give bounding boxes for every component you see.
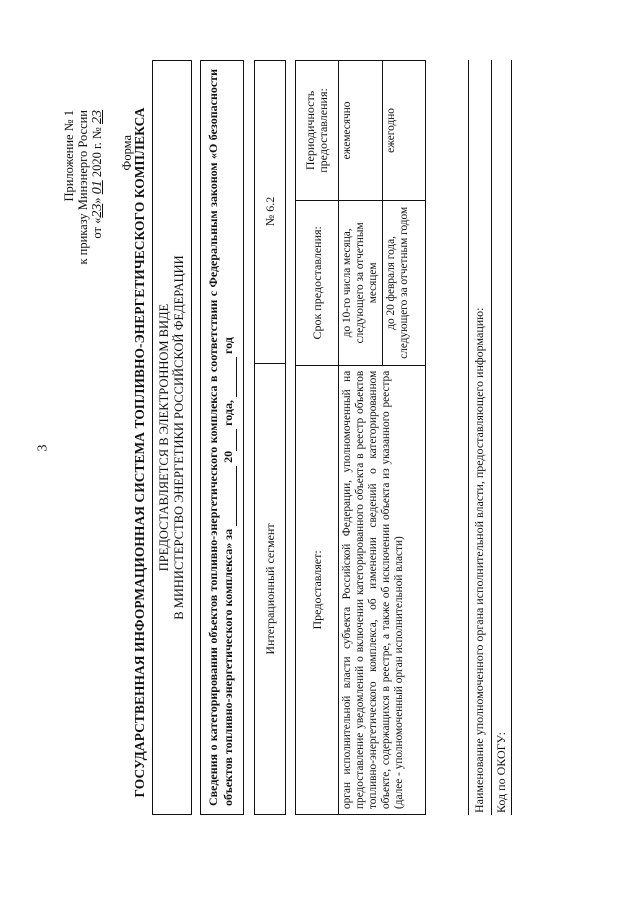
reporting-table	[295, 60, 426, 815]
header-provider: Предоставляет:	[296, 365, 339, 814]
submit-line-2: В МИНИСТЕРСТВО ЭНЕРГЕТИКИ РОССИЙСКОЙ ФЕДЕРАЦИИ	[172, 255, 186, 620]
authority-name-line: Наименование уполномоченного органа исполнительной власти, предоставляющего информацию:	[469, 60, 492, 815]
date-year: 2020 г. №	[90, 127, 104, 178]
date-prefix: от «	[90, 217, 104, 239]
order-number: 23	[90, 110, 105, 124]
page-number: 3	[35, 444, 51, 452]
deadline-cell: до 10-го числа месяца, следующего за отчетным месяцем	[339, 200, 383, 365]
segment-number: № 6.2	[263, 196, 277, 227]
appendix-block	[62, 110, 105, 265]
periodicity-cell: ежегодно	[383, 61, 426, 201]
appendix-line-2: к приказу Минэнерго России	[76, 110, 90, 265]
info-text: Сведения о категорировании объектов топливно-энергетического комплекса в соответствии с Федеральным законом «О безопасности объектов топливно-энергетического комплекса» за	[206, 69, 235, 806]
provider-cell: орган исполнительной власти субъекта Российской Федерации, уполномоченный на предоставление уведомлений о включении категорированного объекта в реестр объектов топливно-энергетического комплекса, об изменении сведений о категорированном объекте, содержащихся в реестре, а также об исключении объекта из указанного реестра (далее - уполномоченный орган исполнительной власти)	[339, 365, 426, 814]
period-blank-3	[221, 357, 237, 397]
page-title: ГОСУДАРСТВЕННАЯ ИНФОРМАЦИОННАЯ СИСТЕМА ТОПЛИВНО-ЭНЕРГЕТИЧЕСКОГО КОМПЛЕКСА	[132, 107, 147, 798]
date-day: 23	[90, 203, 105, 218]
info-box	[200, 60, 244, 815]
deadline-cell: до 20 февраля года, следующего за отчетным годом	[383, 200, 426, 365]
okogu-code-line: Код по ОКОГУ:	[494, 732, 508, 813]
forma-label: Форма	[120, 135, 134, 171]
footer-block	[468, 60, 512, 815]
period-blank-2	[221, 429, 237, 451]
info-20: 20	[221, 450, 235, 463]
appendix-date-line	[90, 110, 105, 265]
date-month: 01	[90, 180, 105, 195]
submit-line-1: ПРЕДОСТАВЛЯЕТСЯ В ЭЛЕКТРОННОМ ВИДЕ	[157, 303, 171, 572]
header-periodicity: Периодичность предоставления:	[296, 61, 339, 201]
header-deadline: Срок предоставления:	[296, 200, 339, 365]
table-row	[339, 61, 383, 815]
submit-box	[152, 60, 192, 815]
appendix-line-1: Приложение № 1	[62, 110, 76, 202]
periodicity-cell: ежемесячно	[339, 61, 383, 201]
info-god-2: год	[221, 337, 235, 354]
date-mid: »	[90, 197, 104, 204]
period-blank-1	[221, 466, 237, 526]
table-header-row	[296, 61, 339, 815]
info-god-1: года,	[221, 400, 235, 426]
segment-box	[254, 60, 286, 815]
segment-label: Интеграционный сегмент	[255, 363, 285, 814]
